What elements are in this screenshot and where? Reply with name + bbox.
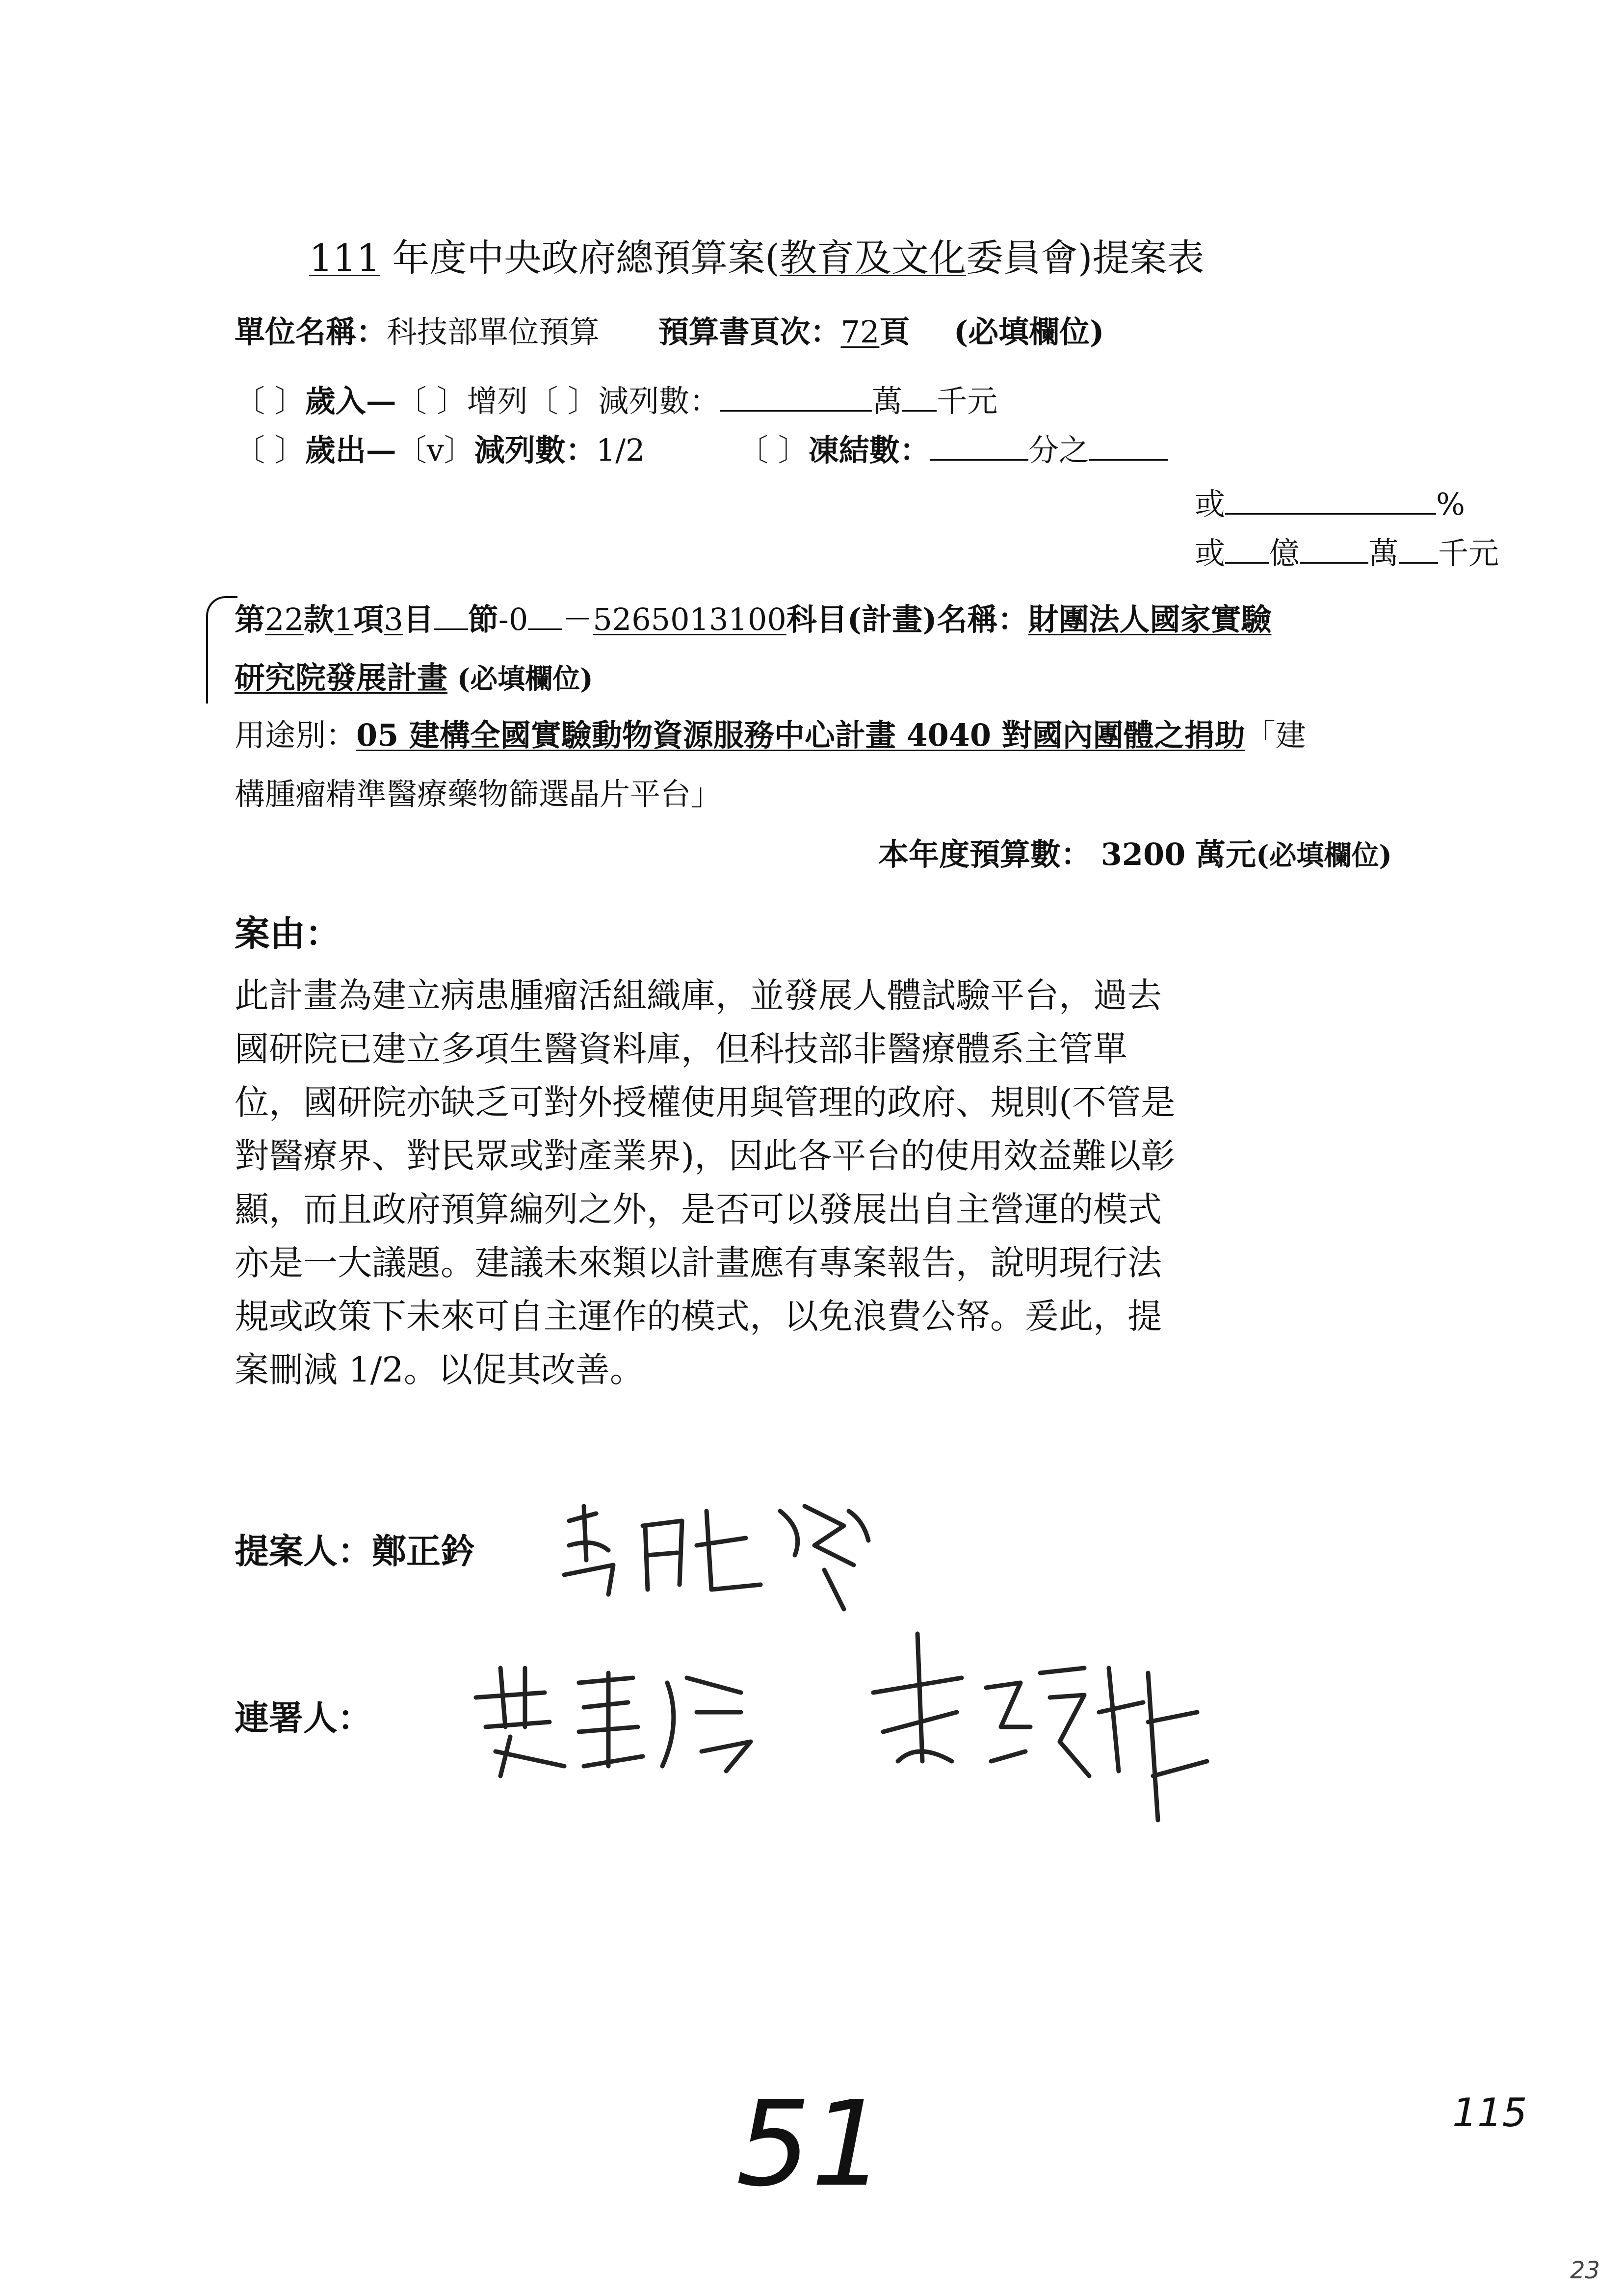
reason-line: 位，國研院亦缺乏可對外授權使用與管理的政府、規則(不管是 [235, 1082, 1176, 1122]
expense-reduce-value: 1/2 [596, 432, 645, 468]
income-line [235, 383, 997, 419]
unit-line [235, 314, 1104, 350]
jie-label: 節 [468, 601, 498, 637]
xiang-label: 項 [353, 601, 384, 637]
or-label-2: 或 [1195, 535, 1226, 571]
expense-reduce-checkbox: 〔v〕 [396, 432, 474, 468]
page-value: 72 [840, 314, 880, 350]
account-line [235, 601, 1271, 638]
qian-blank-2 [1399, 535, 1438, 564]
income-label: 歲入— [305, 383, 396, 419]
reason-line: 案刪減 1/2。以促其改善。 [235, 1350, 644, 1390]
proposer-label: 提案人： [235, 1531, 372, 1571]
form-title [309, 235, 1205, 280]
reason-line: 此計畫為建立病患腫瘤活組織庫，並發展人體試驗平台，過去 [235, 975, 1162, 1016]
proposer-name: 鄭正鈐 [372, 1531, 475, 1571]
qian-label-2: 千元 [1438, 535, 1499, 571]
title-text-a: 年度中央政府總預算案( [392, 236, 780, 280]
freeze-checkbox: 〔 〕 [738, 432, 809, 468]
reason-line: 國研院已建立多項生醫資料庫，但科技部非醫療體系主管單 [235, 1029, 1127, 1069]
account-required: (必填欄位) [457, 663, 593, 695]
expense-reduce-label: 減列數： [474, 432, 596, 468]
or-line-amount [1195, 535, 1499, 572]
usage-label: 用途別： [235, 717, 357, 753]
freeze-label: 凍結數： [808, 432, 930, 468]
code-dash: － [562, 601, 593, 637]
mu-number: 3 [384, 601, 403, 637]
proposer-line [235, 1531, 475, 1572]
usage-value: 05 建構全國實驗動物資源服務中心計畫 4040 對國內團體之捐助 [356, 717, 1245, 753]
usage-quote-b: 構腫瘤精準醫療藥物篩選晶片平台」 [235, 776, 722, 812]
account-name-a: 財團法人國家實驗 [1028, 601, 1272, 637]
budget-line [878, 836, 1392, 873]
yi-label: 億 [1269, 535, 1300, 571]
handwritten-note: 115 [1452, 2090, 1527, 2136]
yi-blank [1225, 535, 1269, 564]
budget-required: (必填欄位) [1256, 839, 1392, 872]
cosigner-signature-2 [854, 1614, 1236, 1845]
usage-line [235, 717, 1306, 754]
proposer-signature [550, 1491, 883, 1619]
reason-body [235, 969, 1441, 1397]
unit-label: 單位名稱： [235, 314, 387, 350]
account-line-2 [235, 660, 593, 696]
expense-line [235, 432, 1168, 469]
budget-label: 本年度預算數： [878, 836, 1092, 872]
freeze-blank-a [930, 432, 1028, 461]
title-year: 111 [309, 236, 381, 280]
page-label: 預算書頁次： [658, 314, 841, 350]
increase-checkbox: 〔 〕 [396, 383, 467, 419]
budget-unit: 萬元 [1195, 836, 1257, 872]
jie-blank-2 [528, 601, 562, 630]
handwritten-page-number: 51 [736, 2075, 886, 2213]
jie-zero: -0 [498, 601, 528, 637]
unit-value: 科技部單位預算 [387, 314, 600, 350]
page-unit: 頁 [879, 314, 910, 350]
cosigner-label: 連署人： [235, 1697, 372, 1738]
title-committee: 教育及文化 [779, 236, 966, 280]
jie-blank [434, 601, 468, 630]
kuan-number: 22 [265, 601, 304, 637]
income-checkbox: 〔 〕 [235, 383, 305, 419]
reason-label: 案由： [235, 913, 341, 954]
xiang-number: 1 [334, 601, 354, 637]
usage-line-2 [235, 776, 721, 812]
account-bracket [206, 596, 237, 704]
reason-line: 顯，而且政府預算編列之外，是否可以發展出自主營運的模式 [235, 1189, 1162, 1229]
corner-number: 23 [1570, 2257, 1600, 2284]
account-code: 5265013100 [593, 601, 786, 637]
percent-blank [1225, 486, 1436, 515]
wan-blank [902, 383, 937, 412]
kuan-label: 款 [303, 601, 334, 637]
reduce-checkbox: 〔 〕 [527, 383, 599, 419]
usage-quote-a: 「建 [1245, 717, 1306, 753]
wan-blank-2 [1300, 535, 1368, 564]
reason-line: 亦是一大議題。建議未來類以計畫應有專案報告，說明現行法 [235, 1243, 1162, 1283]
or-line-percent [1195, 486, 1465, 522]
increase-label: 增列 [467, 383, 528, 419]
percent-sign: % [1436, 486, 1465, 522]
freeze-blank-b [1089, 432, 1168, 461]
required-note: (必填欄位) [953, 314, 1104, 350]
account-name-b: 研究院發展計畫 [235, 660, 448, 696]
account-name-label: 科目(計畫)名稱： [786, 601, 1028, 637]
reason-line: 規或政策下未來可自主運作的模式，以免浪費公帑。爰此，提 [235, 1296, 1162, 1336]
reduce-label: 減列數： [598, 383, 720, 419]
or-label: 或 [1195, 486, 1226, 522]
title-text-b: 委員會)提案表 [966, 236, 1205, 280]
wan-label-2: 萬 [1368, 535, 1399, 571]
reason-line: 對醫療界、對民眾或對產業界)，因此各平台的使用效益難以彰 [235, 1136, 1176, 1176]
fen-zhi-label: 分之 [1028, 432, 1089, 468]
mu-label: 目 [403, 601, 434, 637]
reduce-blank [720, 383, 872, 412]
wan-label: 萬 [872, 383, 903, 419]
expense-label: 歲出— [305, 432, 396, 468]
budget-value: 3200 [1100, 836, 1186, 872]
cosigner-signature-1 [466, 1653, 770, 1786]
di-label: 第 [235, 601, 265, 637]
expense-checkbox: 〔 〕 [235, 432, 305, 468]
qian-label: 千元 [937, 383, 998, 419]
